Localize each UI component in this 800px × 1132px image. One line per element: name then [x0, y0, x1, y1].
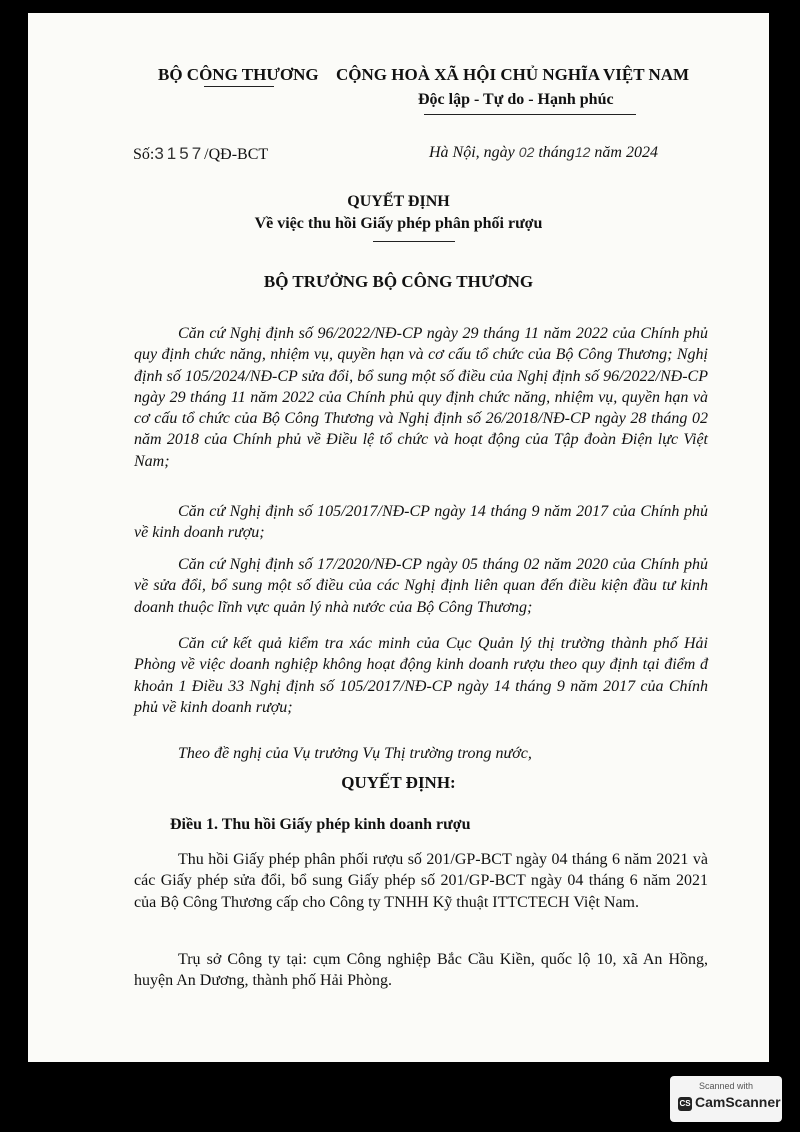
- camscanner-logo-icon: CS: [678, 1097, 692, 1111]
- date-day: 02: [518, 144, 535, 160]
- number-suffix: /QĐ-BCT: [204, 146, 269, 163]
- document-number: [133, 144, 268, 164]
- national-motto: Độc lập - Tự do - Hạnh phúc: [418, 91, 614, 108]
- basis-paragraph-3: Căn cứ Nghị định số 17/2020/NĐ-CP ngày 05 tháng 02 năm 2020 của Chính phủ về sửa đổi, bổ sung một số điều của các Nghị định liên quan đến điều kiện đầu tư kinh doanh thuộc lĩnh vực quản lý nhà nước của Bộ Công Thương;: [134, 556, 708, 616]
- basis-paragraph-2: Căn cứ Nghị định số 105/2017/NĐ-CP ngày 14 tháng 9 năm 2017 của Chính phủ về kinh doanh rượu;: [134, 503, 708, 542]
- article-1-paragraph-1: Thu hồi Giấy phép phân phối rượu số 201/GP-BCT ngày 04 tháng 6 năm 2021 và các Giấy phép sửa đổi, bổ sung Giấy phép số 201/GP-BCT ngày 04 tháng 6 năm 2021 của Bộ Công Thương cấp cho Công ty TNHH Kỹ thuật ITTCTECH Việt Nam.: [134, 851, 708, 911]
- document-title: QUYẾT ĐỊNH: [347, 193, 450, 210]
- document-subtitle: Về việc thu hồi Giấy phép phân phối rượu: [254, 215, 543, 232]
- country-name: CỘNG HOÀ XÃ HỘI CHỦ NGHĨA VIỆT NAM: [336, 65, 690, 84]
- number-value: 3157: [154, 144, 205, 163]
- ministry-underline: [204, 86, 274, 87]
- date-month-label: tháng: [538, 144, 575, 161]
- article-1-title: Điều 1. Thu hồi Giấy phép kinh doanh rượu: [170, 816, 471, 833]
- document-page: [28, 13, 769, 1062]
- basis-paragraph-1: Căn cứ Nghị định số 96/2022/NĐ-CP ngày 29 tháng 11 năm 2022 của Chính phủ quy định chức năng, nhiệm vụ, quyền hạn và cơ cấu tổ chức của Bộ Công Thương; Nghị định số 105/2024/NĐ-CP sửa đổi, bổ sung một số điều của Nghị định số 96/2022/NĐ-CP ngày 29 tháng 11 năm 2022 của Chính phủ quy định chức năng, nhiệm vụ, quyền hạn và cơ cấu tổ chức của Bộ Công Thương và Nghị định số 26/2018/NĐ-CP ngày 28 tháng 02 năm 2018 của Chính phủ về Điều lệ tổ chức và hoạt động của Tập đoàn Điện lực Việt Nam;: [134, 325, 708, 470]
- date-year: năm 2024: [594, 144, 658, 161]
- ministry-name: BỘ CÔNG THƯƠNG: [158, 65, 319, 84]
- watermark-brand: CamScanner: [695, 1094, 781, 1110]
- issue-date: [429, 144, 658, 162]
- camscanner-watermark: [670, 1076, 782, 1122]
- subtitle-underline: [373, 241, 455, 242]
- basis-paragraph-4: Căn cứ kết quả kiểm tra xác minh của Cục Quản lý thị trường thành phố Hải Phòng về việc doanh nghiệp không hoạt động kinh doanh rượu theo quy định tại điểm đ khoản 1 Điều 33 Nghị định số 105/2017/NĐ-CP ngày 14 tháng 9 năm 2017 của Chính phủ về kinh doanh rượu;: [134, 635, 708, 716]
- article-1-paragraph-2: Trụ sở Công ty tại: cụm Công nghiệp Bắc Cầu Kiền, quốc lộ 10, xã An Hồng, huyện An Dương, thành phố Hải Phòng.: [134, 951, 708, 990]
- motto-underline: [424, 114, 636, 115]
- watermark-caption: Scanned with: [698, 1081, 754, 1091]
- basis-paragraph-5: Theo đề nghị của Vụ trưởng Vụ Thị trường trong nước,: [178, 745, 532, 762]
- date-month: 12: [574, 144, 591, 160]
- date-place-day: Hà Nội, ngày: [429, 144, 515, 161]
- decision-heading: QUYẾT ĐỊNH:: [341, 773, 456, 792]
- number-prefix: Số:: [133, 146, 155, 163]
- issuing-authority: BỘ TRƯỞNG BỘ CÔNG THƯƠNG: [263, 272, 534, 291]
